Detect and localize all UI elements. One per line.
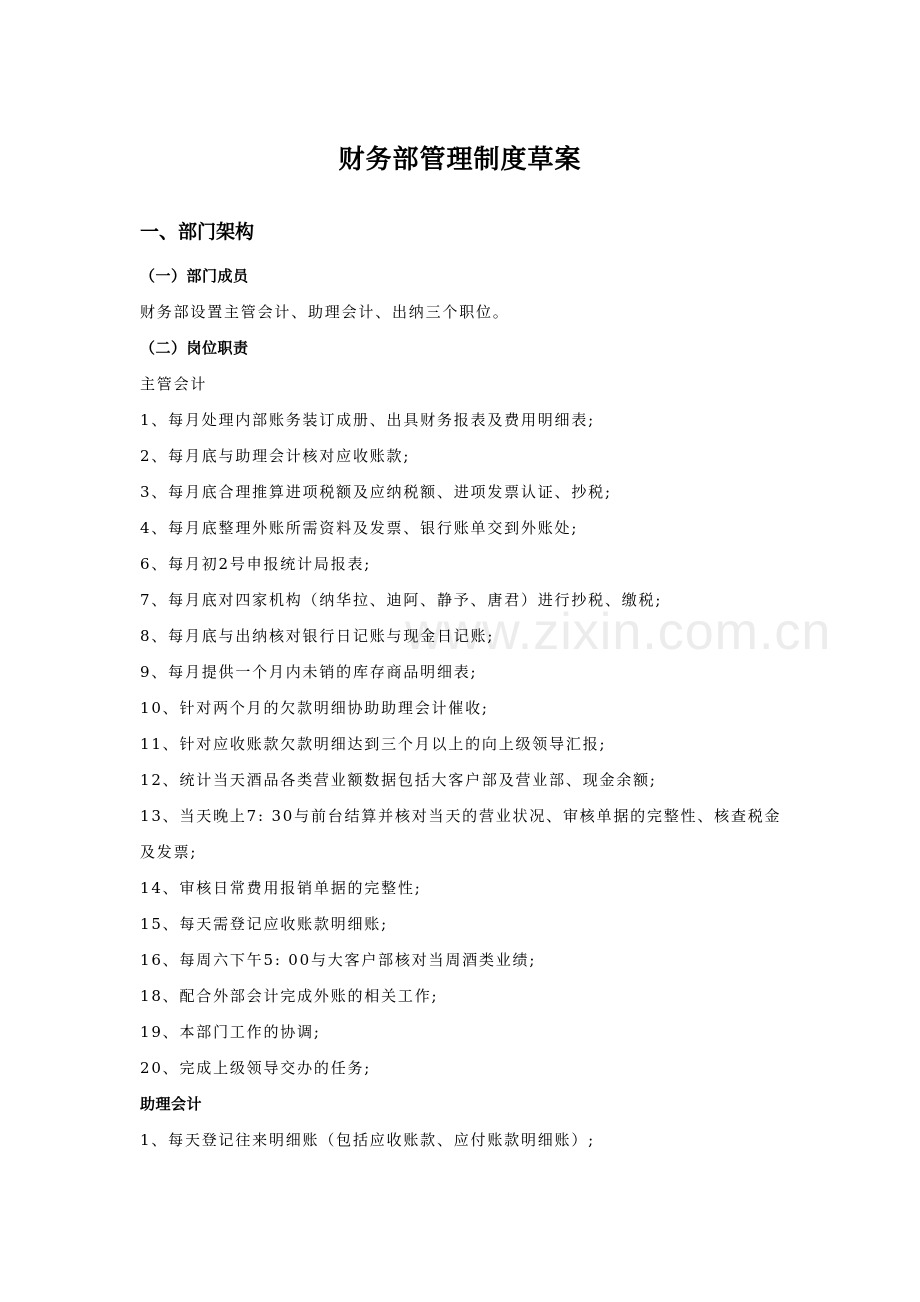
supervisor-label: 主管会计 — [140, 375, 208, 393]
duty-item: 20、完成上级领导交办的任务; — [140, 1059, 372, 1077]
duty-item: 11、针对应收账款欠款明细达到三个月以上的向上级领导汇报; — [140, 735, 607, 753]
document-body — [140, 258, 790, 1158]
duty-item: 3、每月底合理推算进项税额及应纳税额、进项发票认证、抄税; — [140, 483, 612, 501]
duty-item: 15、每天需登记应收账款明细账; — [140, 915, 388, 933]
duty-item: 1、每天登记往来明细账（包括应收账款、应付账款明细账）; — [140, 1131, 595, 1149]
duty-item: 10、针对两个月的欠款明细协助助理会计催收; — [140, 699, 489, 717]
subheading-duties: （二）岗位职责 — [140, 339, 249, 357]
duty-item: 12、统计当天酒品各类营业额数据包括大客户部及营业部、现金余额; — [140, 771, 657, 789]
duty-item: 13、当天晚上7: 30与前台结算并核对当天的营业状况、审核单据的完整性、核查税金及发票; — [140, 807, 782, 861]
watermark-text: www.zixin.com.cn — [405, 603, 832, 661]
assistant-label: 助理会计 — [140, 1095, 203, 1113]
section-heading-structure: 一、部门架构 — [140, 221, 255, 243]
duty-item: 4、每月底整理外账所需资料及发票、银行账单交到外账处; — [140, 519, 579, 537]
duty-item: 1、每月处理内部账务装订成册、出具财务报表及费用明细表; — [140, 411, 595, 429]
duty-item: 8、每月底与出纳核对银行日记账与现金日记账; — [140, 627, 495, 645]
duty-item: 2、每月底与助理会计核对应收账款; — [140, 447, 411, 465]
page-title: 财务部管理制度草案 — [338, 145, 582, 175]
duty-item: 7、每月底对四家机构（纳华拉、迪阿、静予、唐君）进行抄税、缴税; — [140, 591, 663, 609]
duty-item: 16、每周六下午5: 00与大客户部核对当周酒类业绩; — [140, 951, 537, 969]
duty-item: 9、每月提供一个月内未销的库存商品明细表; — [140, 663, 478, 681]
duty-item: 18、配合外部会计完成外账的相关工作; — [140, 987, 439, 1005]
duty-item: 6、每月初2号申报统计局报表; — [140, 555, 372, 573]
duty-item: 19、本部门工作的协调; — [140, 1023, 321, 1041]
duty-item: 14、审核日常费用报销单据的完整性; — [140, 879, 422, 897]
members-paragraph: 财务部设置主管会计、助理会计、出纳三个职位。 — [140, 303, 510, 321]
subheading-members: （一）部门成员 — [140, 267, 249, 285]
